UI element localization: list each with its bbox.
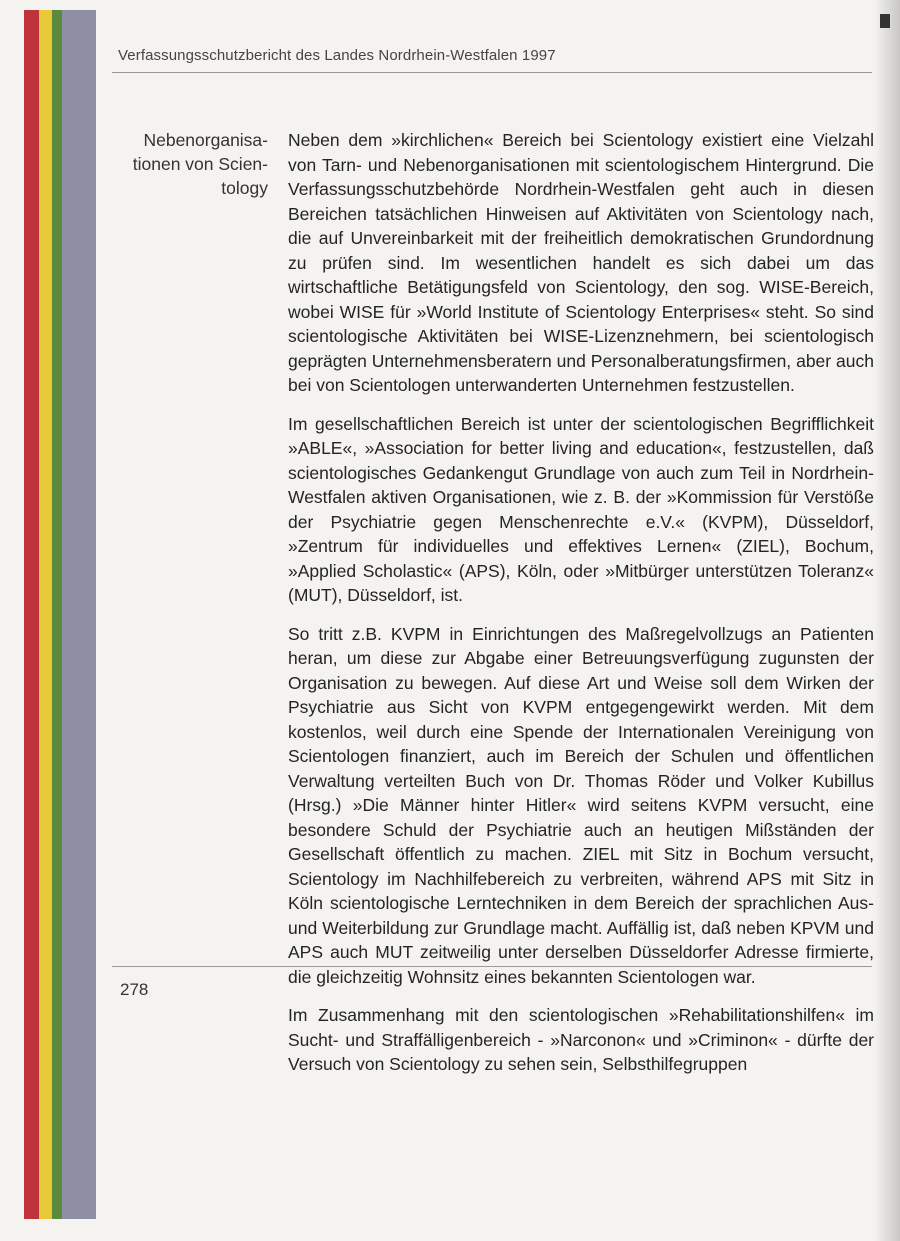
page-number: 278 (120, 980, 149, 999)
yellow-stripe (39, 10, 52, 1219)
footer-rule (112, 966, 872, 967)
paragraph: Neben dem »kirchlichen« Bereich bei Scientology existiert eine Vielzahl von Tarn- und Nebenorganisationen mit scientologischem Hintergrund. Die Verfassungsschutzbehörde Nordrhein-Westfalen geht auch in diesen Bereichen tatsächlichen Hinweisen auf Aktivitäten von Scientology nach, die auf Unvereinbarkeit mit der freiheitlich demokratischen Grundordnung zu prüfen sind. Im wesentlichen handelt es sich dabei um das wirtschaftliche Betätigungsfeld von Scientology, den sog. WISE-Bereich, wobei WISE für »World Institute of Scientology Enterprises« steht. So sind scientologische Aktivitäten bei WISE-Lizenznehmern, bei scientologisch geprägten Unternehmensberatern und Personalberatungsfirmen, aber auch bei von Scientologen unterwanderten Unternehmen festzustellen. (288, 130, 874, 395)
paragraph: Im gesellschaftlichen Bereich ist unter der scientologischen Begrifflichkeit »ABLE«, »Association for better living and education«, festzustellen, daß scientologisches Gedankengut Grundlage von auch zum Teil in Nordrhein-Westfalen aktiven Organisationen, wie z. B. der »Kommission für Verstöße der Psychiatrie gegen Menschenrechte e.V.« (KVPM), Düsseldorf, »Zentrum für individuelles und effektives Lernen« (ZIEL), Bochum, »Applied Scholastic« (APS), Köln, oder »Mitbürger unterstützen Toleranz« (MUT), Düsseldorf, ist. (288, 413, 874, 605)
running-header: Verfassungsschutzbericht des Landes Nordrhein-Westfalen 1997 (118, 47, 556, 64)
color-stripes (24, 10, 96, 1219)
grey-stripe (62, 10, 96, 1219)
green-stripe (52, 10, 62, 1219)
red-stripe (24, 10, 39, 1219)
margin-note (108, 128, 268, 200)
page-edge-shadow (874, 0, 900, 1241)
header-rule (112, 72, 872, 73)
paragraph: Im Zusammenhang mit den scientologischen »Rehabilitationshilfen« im Sucht- und Straffälligenbereich - »Narconon« und »Criminon« - dürfte der Versuch von Scientology zu sehen sein, Selbsthilfegruppen (288, 1005, 874, 1074)
paragraph: So tritt z.B. KVPM in Einrichtungen des Maßregelvollzugs an Patienten heran, um diese zur Abgabe einer Betreuungsverfügung zugunsten der Organisation zu bewegen. Auf diese Art und Weise soll dem Wirken der Psychiatrie aus Sicht von KVPM entgegengewirkt werden. Mit dem kostenlos, weil durch eine Spende der Internationalen Vereinigung von Scientologen finanziert, auch im Bereich der Schulen und öffentlichen Verwaltung verteilten Buch von Dr. Thomas Röder und Volker Kubillus (Hrsg.) »Die Männer hinter Hitler« wird seitens KVPM versucht, eine besondere Schuld der Psychiatrie auch an heutigen Mißständen der Gesellschaft öffentlich zu machen. ZIEL mit Sitz in Bochum versucht, Scientology im Nachhilfebereich zu verbreiten, während APS mit Sitz in Köln scientologische Lerntechniken in dem Bereich der sprachlichen Aus- und Weiterbildung zur Grundlage macht. Auffällig ist, daß neben KPVM und APS auch MUT zeitweilig unter derselben Düsseldorfer Adresse firmierte, die gleichzeitig Wohnsitz eines bekannten Scientologen war. (288, 623, 874, 987)
margin-note-text: Nebenorganisa-tionen von Scien-tology (132, 130, 268, 198)
body-text (288, 128, 874, 1091)
corner-mark (880, 14, 890, 28)
